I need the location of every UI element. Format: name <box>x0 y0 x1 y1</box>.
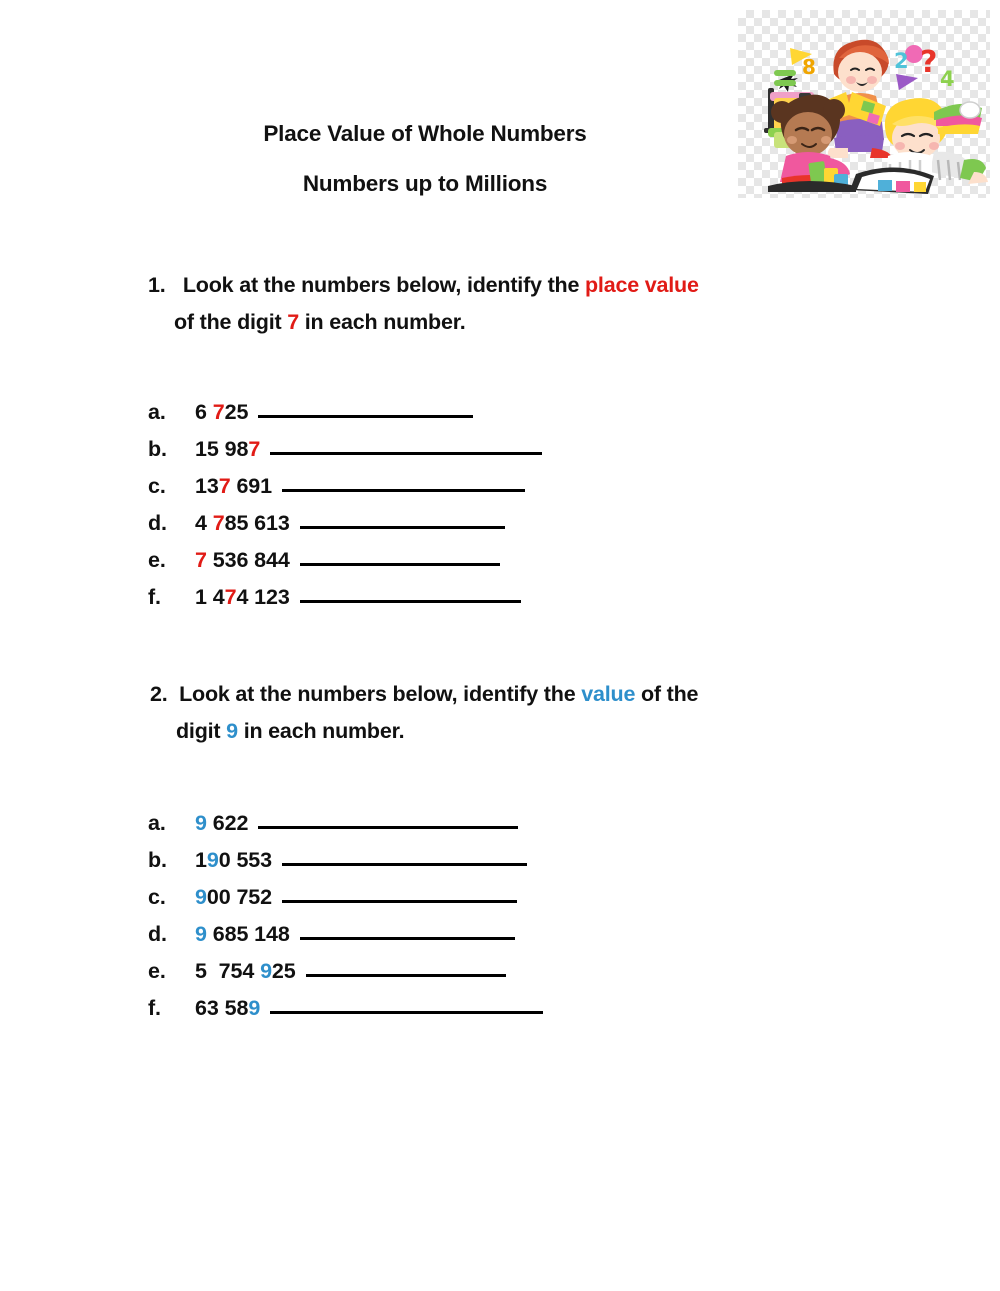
highlighted-digit: 7 <box>212 510 225 535</box>
list-item <box>148 545 542 582</box>
item-number: 9 685 148 <box>195 921 290 946</box>
item-number: 15 987 <box>195 436 261 461</box>
question-2-item-list <box>148 808 543 1030</box>
item-label: b. <box>148 436 167 461</box>
item-label: a. <box>148 399 166 424</box>
item-label: d. <box>148 921 167 946</box>
highlighted-digit: 9 <box>195 810 207 835</box>
highlighted-digit: 9 <box>260 958 272 983</box>
highlighted-digit: 7 <box>212 399 225 424</box>
question-1-highlight-place-value: place value <box>585 273 699 297</box>
question-1-highlight-digit: 7 <box>287 310 300 334</box>
worksheet-title-line-2: Numbers up to Millions <box>302 171 548 196</box>
item-label: e. <box>148 958 166 983</box>
question-2-highlight-value: value <box>581 682 636 706</box>
highlighted-digit: 9 <box>195 921 207 946</box>
answer-line[interactable] <box>300 545 500 567</box>
list-item <box>148 397 542 434</box>
question-1-text-line2-part-1: of the digit <box>174 310 288 334</box>
clipart-artwork <box>738 10 990 198</box>
svg-text:8: 8 <box>802 55 816 79</box>
highlighted-digit: 9 <box>206 847 219 872</box>
question-2-prompt <box>150 676 890 750</box>
list-item <box>148 582 542 619</box>
item-number: 5 754 925 <box>195 958 296 983</box>
item-number: 900 752 <box>195 884 273 909</box>
item-number: 7 536 844 <box>195 547 290 572</box>
question-2-text-line2-part-1: digit <box>176 719 227 743</box>
highlighted-digit: 9 <box>248 995 261 1020</box>
question-1-text-line2-part-2: in each number. <box>299 310 466 334</box>
question-2-text-part-2: of the <box>635 682 699 706</box>
item-label: c. <box>148 884 166 909</box>
item-number: 6 725 <box>195 399 249 424</box>
answer-line[interactable] <box>270 434 542 456</box>
highlighted-digit: 7 <box>248 436 261 461</box>
highlighted-digit: 7 <box>218 473 231 498</box>
question-1-item-list <box>148 397 542 619</box>
answer-line[interactable] <box>258 808 518 830</box>
list-item <box>148 508 542 545</box>
item-label: a. <box>148 810 166 835</box>
list-item <box>148 434 542 471</box>
question-2-text-line2-part-2: in each number. <box>237 719 405 743</box>
item-number: 63 589 <box>195 995 261 1020</box>
answer-line[interactable] <box>300 919 515 941</box>
item-label: c. <box>148 473 166 498</box>
list-item <box>148 808 543 845</box>
svg-text:?: ? <box>920 45 938 80</box>
item-number: 1 474 123 <box>195 584 290 609</box>
list-item <box>148 845 543 882</box>
answer-line[interactable] <box>282 882 517 904</box>
highlighted-digit: 7 <box>195 547 207 572</box>
item-number: 9 622 <box>195 810 249 835</box>
svg-text:2: 2 <box>894 49 909 73</box>
list-item <box>148 993 543 1030</box>
worksheet-title-line-1: Place Value of Whole Numbers <box>263 121 587 146</box>
answer-line[interactable] <box>306 956 506 978</box>
highlighted-digit: 9 <box>195 884 207 909</box>
list-item <box>148 471 542 508</box>
svg-text:4: 4 <box>940 67 955 91</box>
item-number: 137 691 <box>195 473 273 498</box>
question-2-highlight-digit: 9 <box>226 719 238 743</box>
list-item <box>148 956 543 993</box>
item-label: f. <box>148 995 161 1020</box>
item-number: 4 785 613 <box>195 510 290 535</box>
question-1-text-part-1: Look at the numbers below, identify the <box>182 273 585 297</box>
answer-line[interactable] <box>282 845 527 867</box>
list-item <box>148 882 543 919</box>
answer-line[interactable] <box>270 993 543 1015</box>
list-item <box>148 919 543 956</box>
highlighted-digit: 7 <box>224 584 237 609</box>
item-label: b. <box>148 847 167 872</box>
answer-line[interactable] <box>300 582 521 604</box>
answer-line[interactable] <box>258 397 473 419</box>
answer-line[interactable] <box>300 508 505 530</box>
question-2-text-part-1: Look at the numbers below, identify the <box>179 682 582 706</box>
question-2-number: 2. <box>150 682 168 706</box>
children-studying-math-clipart <box>738 10 990 198</box>
answer-line[interactable] <box>282 471 525 493</box>
question-1-number: 1. <box>148 273 166 297</box>
item-label: f. <box>148 584 161 609</box>
item-number: 190 553 <box>195 847 273 872</box>
item-label: d. <box>148 510 167 535</box>
item-label: e. <box>148 547 166 572</box>
question-1-prompt <box>148 267 888 341</box>
